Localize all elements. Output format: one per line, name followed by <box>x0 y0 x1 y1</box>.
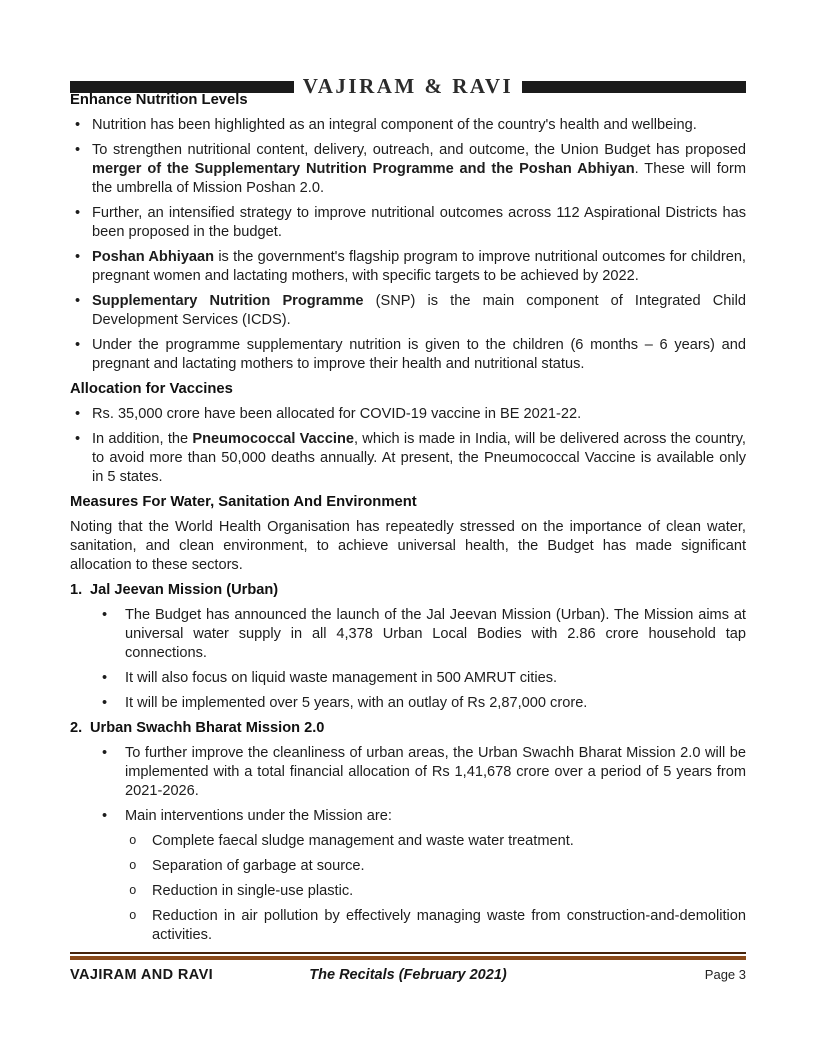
heading-allocation-vaccines: Allocation for Vaccines <box>70 381 233 397</box>
bullet-text: Further, an intensified strategy to improve nutritional outcomes across 112 Aspirational Districts has been proposed in the budget. <box>92 205 746 240</box>
bullet-item <box>70 141 746 198</box>
bullet-text-bold: Poshan Abhiyaan <box>92 249 215 265</box>
bullet-text: Rs. 35,000 crore have been allocated for COVID-19 vaccine in BE 2021-22. <box>92 406 582 422</box>
bullet-item <box>70 405 746 424</box>
bullet-text-segment: To strengthen nutritional content, delivery, outreach, and outcome, the Union Budget has proposed <box>92 142 746 158</box>
bullet-text-segment: . These will form the umbrella of Mission Poshan 2.0. <box>92 161 746 196</box>
bullet-text: Main interventions under the Mission are: <box>125 808 392 824</box>
bullet-text-segment: In addition, the <box>92 431 193 447</box>
bullet-text: It will be implemented over 5 years, with an outlay of Rs 2,87,000 crore. <box>125 695 588 711</box>
numbered-heading-title: Urban Swachh Bharat Mission 2.0 <box>90 720 325 736</box>
footer-publication-title: The Recitals (February 2021) <box>309 967 507 983</box>
bullet-item <box>70 694 746 713</box>
bullet-dot-icon: • <box>75 117 81 133</box>
bullet-text <box>92 292 746 330</box>
bullet-circle-icon: o <box>129 884 137 898</box>
document-body <box>70 88 746 951</box>
numbered-heading-swachh-bharat <box>70 719 746 738</box>
bullet-dot-icon: • <box>102 607 108 623</box>
bullet-text-bold: Pneumococcal Vaccine <box>192 431 354 447</box>
bullet-item <box>70 669 746 688</box>
sub-bullet-item <box>70 882 746 901</box>
bullet-dot-icon: • <box>75 249 81 265</box>
footer-row <box>70 967 746 983</box>
bullet-dot-icon: • <box>75 337 81 353</box>
bullet-dot-icon: • <box>75 293 81 309</box>
footer-brand: VAJIRAM AND RAVI <box>70 967 214 983</box>
bullet-text-segment: is the government's flagship program to improve nutritional outcomes for children, pregnant women and lactating mothers, with specific targets to be achieved by 2022. <box>92 249 746 284</box>
bullet-dot-icon: • <box>102 695 108 711</box>
bullet-dot-icon: • <box>102 808 108 824</box>
bullet-dot-icon: • <box>102 745 108 761</box>
footer-page-number: Page 3 <box>704 967 746 982</box>
bullet-text: Reduction in air pollution by effectively managing waste from construction-and-demolition activities. <box>152 908 746 943</box>
bullet-text-segment: (SNP) is the main component of Integrated Child Development Services (ICDS). <box>92 293 747 328</box>
bullet-dot-icon: • <box>75 431 81 447</box>
heading-water-sanitation: Measures For Water, Sanitation And Environment <box>70 494 417 510</box>
bullet-text-bold: merger of the Supplementary Nutrition Programme and the Poshan Abhiyan <box>92 161 635 177</box>
bullet-circle-icon: o <box>129 909 137 923</box>
intro-paragraph: Noting that the World Health Organisation has repeatedly stressed on the importance of clean water, sanitation, and clean environment, to achieve universal health, the Budget has made significant allocation to these sectors. <box>70 519 746 573</box>
bullet-item <box>70 430 746 487</box>
bullet-item <box>70 248 746 286</box>
list-number: 2. <box>70 720 83 736</box>
bullet-text: It will also focus on liquid waste management in 500 AMRUT cities. <box>125 670 558 686</box>
bullet-circle-icon: o <box>129 859 137 873</box>
bullet-text: Separation of garbage at source. <box>152 858 365 874</box>
sub-bullet-item <box>70 907 746 945</box>
bullet-text: Reduction in single-use plastic. <box>152 883 354 899</box>
bullet-text: To further improve the cleanliness of urban areas, the Urban Swachh Bharat Mission 2.0 will be implemented with a total financial allocation of Rs 1,41,678 crore over a period of 5 years from 2021-2026. <box>125 745 746 799</box>
bullet-item <box>70 204 746 242</box>
bullet-circle-icon: o <box>129 834 137 848</box>
bullet-dot-icon: • <box>75 205 81 221</box>
numbered-heading-jal-jeevan <box>70 581 746 600</box>
numbered-heading-title: Jal Jeevan Mission (Urban) <box>90 582 279 598</box>
bullet-dot-icon: • <box>102 670 108 686</box>
bullet-item <box>70 606 746 663</box>
list-number: 1. <box>70 582 83 598</box>
bullet-item <box>70 336 746 374</box>
bullet-text <box>92 248 746 286</box>
bullet-item <box>70 292 746 330</box>
bullet-text: Nutrition has been highlighted as an integral component of the country's health and wellbeing. <box>92 117 697 133</box>
bullet-item <box>70 116 746 135</box>
bullet-text <box>92 141 746 198</box>
bullet-text <box>92 430 746 487</box>
bullet-dot-icon: • <box>75 142 81 158</box>
brand-title: VAJIRAM & RAVI <box>302 74 514 98</box>
bullet-text-bold: Supplementary Nutrition Programme <box>92 293 364 309</box>
bullet-item <box>70 807 746 826</box>
page-footer <box>70 952 746 983</box>
sub-bullet-item <box>70 857 746 876</box>
bullet-dot-icon: • <box>75 406 81 422</box>
footer-rule-thick <box>70 956 746 960</box>
bullet-text: The Budget has announced the launch of the Jal Jeevan Mission (Urban). The Mission aims at universal water supply in all 4,378 Urban Local Bodies with 2.86 crore household tap connections. <box>125 607 746 661</box>
bullet-text: Complete faecal sludge management and waste water treatment. <box>152 833 574 849</box>
bullet-text-segment: , which is made in India, will be delivered across the country, to avoid more than 50,000 deaths annually. At present, the Pneumococcal Vaccine is available only in 5 states. <box>92 431 746 485</box>
sub-bullet-item <box>70 832 746 851</box>
bullet-text: Under the programme supplementary nutrition is given to the children (6 months – 6 years) and pregnant and lactating mothers to improve their health and nutritional status. <box>92 337 746 372</box>
bullet-item <box>70 744 746 801</box>
heading-enhance-nutrition: Enhance Nutrition Levels <box>70 92 248 108</box>
